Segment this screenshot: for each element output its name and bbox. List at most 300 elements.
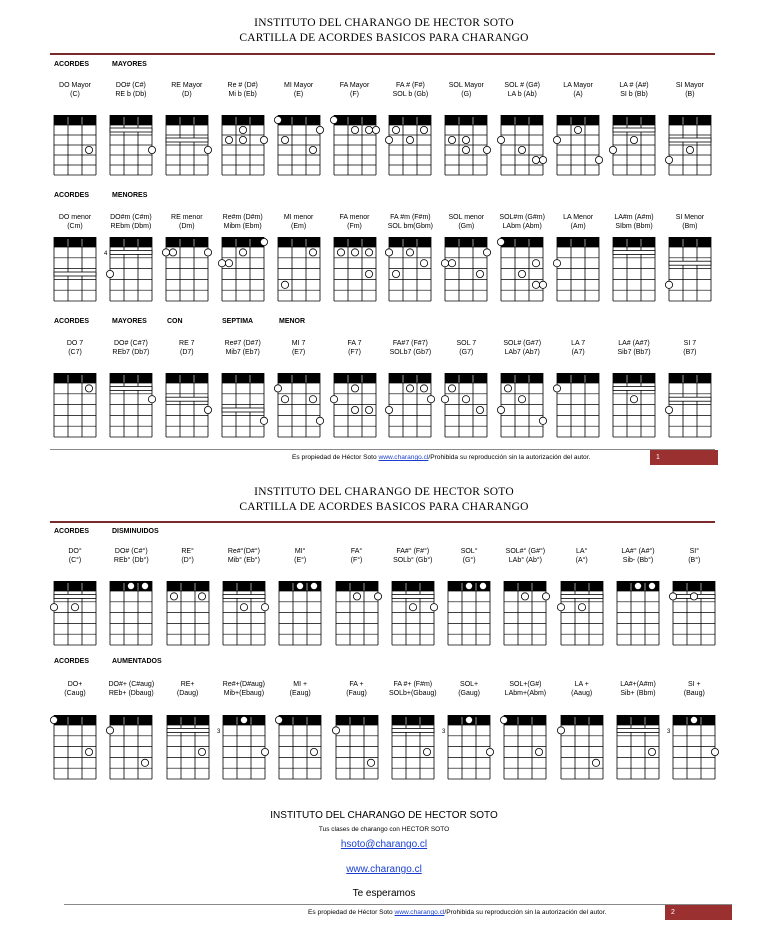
chord-finger-dot xyxy=(106,270,113,277)
chord-nut xyxy=(617,715,659,725)
footer-tail: /Prohibida su reproducción sin la autorización del autor. xyxy=(428,454,591,461)
chord-finger-dot xyxy=(519,146,526,153)
section-label: ACORDES xyxy=(54,528,90,535)
chord-finger-dot xyxy=(316,126,323,133)
section-label: MAYORES xyxy=(112,61,147,68)
chord-name: SOL menor (Gm) xyxy=(448,214,485,230)
chord-finger-dot xyxy=(540,156,547,163)
chord-finger-dot xyxy=(281,136,288,143)
chord-finger-dot xyxy=(240,604,247,611)
chord-barre xyxy=(617,728,659,732)
chord-name: FA + (Faug) xyxy=(346,681,367,697)
chord-diagram xyxy=(382,114,438,180)
chord-name: FA #m (F#m) SOL bm(Gbm) xyxy=(387,214,434,230)
chord-barre xyxy=(110,128,152,132)
chord-finger-dot xyxy=(484,146,491,153)
chord-finger-dot xyxy=(239,249,246,256)
chord-finger-dot xyxy=(274,385,281,392)
chord-nut xyxy=(54,581,96,591)
chord-nut xyxy=(613,373,655,383)
chord-finger-dot xyxy=(351,249,358,256)
page1-title: INSTITUTO DEL CHARANGO DE HECTOR SOTO xyxy=(254,17,514,29)
chord-finger-dot xyxy=(486,748,493,755)
chord-finger-dot xyxy=(281,396,288,403)
chord-finger-dot xyxy=(540,281,547,288)
chord-diagram xyxy=(327,372,383,442)
chord-finger-dot xyxy=(712,748,719,755)
chord-name: MI° (E°) xyxy=(294,548,307,564)
chord-name: LA Mayor (A) xyxy=(563,82,593,98)
chord-nut xyxy=(54,115,96,125)
chord-finger-dot xyxy=(386,249,393,256)
chord-finger-dot xyxy=(665,281,672,288)
footer-link[interactable]: www.charango.cl xyxy=(378,454,429,461)
chord-finger-dot xyxy=(148,396,155,403)
section-label: CON xyxy=(167,318,183,325)
chord-diagram xyxy=(103,580,159,650)
chord-name: RE+ (Daug) xyxy=(176,681,199,697)
chord-barre xyxy=(669,138,711,142)
chord-name: Re#+(D#aug) Mib+(Ebaug) xyxy=(222,681,265,697)
chord-name: MI Mayor (E) xyxy=(284,82,314,98)
chord-nut xyxy=(54,237,96,247)
chord-barre xyxy=(54,272,96,276)
footer-text: Es propiedad de Héctor Soto xyxy=(292,454,377,461)
chord-finger-dot xyxy=(557,604,564,611)
chord-diagram xyxy=(550,236,606,306)
chord-finger-dot xyxy=(609,146,616,153)
chord-finger-dot xyxy=(261,604,268,611)
chord-finger-dot xyxy=(449,260,456,267)
chord-finger-dot xyxy=(630,396,637,403)
chord-finger-dot xyxy=(351,126,358,133)
chord-finger-dot xyxy=(198,748,205,755)
chord-nut xyxy=(223,581,265,591)
chord-fret-number: 3 xyxy=(667,729,671,735)
chord-diagram xyxy=(160,714,216,784)
chord-diagram xyxy=(550,114,606,180)
chord-finger-dot xyxy=(372,126,379,133)
chord-finger-dot xyxy=(162,249,169,256)
chord-finger-dot xyxy=(351,406,358,413)
chord-nut xyxy=(167,715,209,725)
chord-diagram xyxy=(438,372,494,442)
chord-finger-dot xyxy=(107,727,114,734)
chord-diagram xyxy=(47,372,103,442)
closing-title: INSTITUTO DEL CHARANGO DE HECTOR SOTO xyxy=(270,810,498,821)
chord-barre xyxy=(110,250,152,254)
chord-barre xyxy=(669,397,711,401)
chord-finger-dot xyxy=(477,406,484,413)
chord-finger-dot xyxy=(204,406,211,413)
chord-diagram xyxy=(271,236,327,306)
section-label: MENORES xyxy=(112,192,148,199)
chord-finger-dot xyxy=(479,582,486,589)
chord-finger-dot xyxy=(519,270,526,277)
chord-finger-dot xyxy=(553,136,560,143)
chord-nut xyxy=(392,715,434,725)
chord-diagram xyxy=(271,114,327,180)
section-label: DISMINUIDOS xyxy=(112,528,159,535)
chord-name: SOL+(G#) LAbm+(Abm) xyxy=(504,681,547,697)
chord-nut xyxy=(504,715,546,725)
chord-nut xyxy=(501,237,543,247)
chord-nut xyxy=(561,715,603,725)
chord-finger-dot xyxy=(365,406,372,413)
chord-nut xyxy=(222,115,264,125)
chord-finger-dot xyxy=(578,604,585,611)
chord-diagram xyxy=(47,580,103,650)
chord-name: DO#m (C#m) REbm (Dbm) xyxy=(110,214,152,230)
chord-finger-dot xyxy=(309,396,316,403)
chord-nut xyxy=(110,715,152,725)
chord-name: SOL#° (G#°) LAb° (Ab°) xyxy=(505,548,546,564)
page2-title: INSTITUTO DEL CHARANGO DE HECTOR SOTO xyxy=(254,486,514,498)
chord-nut xyxy=(167,581,209,591)
chord-finger-dot xyxy=(465,716,472,723)
chord-finger-dot xyxy=(50,716,57,723)
chord-finger-dot xyxy=(365,126,372,133)
chord-name: FA #+ (F#m) SOLb+(Gbaug) xyxy=(388,681,437,697)
chord-finger-dot xyxy=(276,716,283,723)
chord-diagram xyxy=(272,580,328,650)
chord-finger-dot xyxy=(409,604,416,611)
chord-finger-dot xyxy=(423,748,430,755)
chord-name: FA # (F#) SOL b (Gb) xyxy=(392,82,429,98)
chord-finger-dot xyxy=(498,406,505,413)
chord-diagram xyxy=(103,114,159,180)
chord-barre xyxy=(613,250,655,254)
section-label: ACORDES xyxy=(54,318,90,325)
chord-diagram xyxy=(494,236,550,306)
chord-finger-dot xyxy=(505,385,512,392)
chord-diagram xyxy=(160,580,216,650)
closing-email-link[interactable]: hsoto@charango.cl xyxy=(340,839,428,850)
closing-subtitle: Tus clases de charango con HECTOR SOTO xyxy=(318,826,450,833)
chord-nut xyxy=(669,237,711,247)
chord-name: MI menor (Em) xyxy=(283,214,314,230)
closing-website-link[interactable]: www.charango.cl xyxy=(346,864,422,875)
chord-name: DO menor (Cm) xyxy=(58,214,92,230)
chord-finger-dot xyxy=(463,396,470,403)
chord-diagram xyxy=(662,236,718,306)
chord-diagram xyxy=(215,372,271,442)
chord-name: FA menor (Fm) xyxy=(339,214,370,230)
chord-diagram xyxy=(666,714,722,784)
page1-subtitle: CARTILLA DE ACORDES BASICOS PARA CHARANGO xyxy=(239,32,529,44)
chord-finger-dot xyxy=(665,156,672,163)
chord-name: RE menor (Dm) xyxy=(171,214,203,230)
chord-name: DO+ (Caug) xyxy=(64,681,86,697)
chord-name: LA# (A#7) Sib7 (Bb7) xyxy=(617,340,651,356)
footer-link[interactable]: www.charango.cl xyxy=(394,909,445,916)
section-label: ACORDES xyxy=(54,192,90,199)
chord-nut xyxy=(336,581,378,591)
chord-nut xyxy=(561,581,603,591)
chord-finger-dot xyxy=(519,396,526,403)
chord-nut xyxy=(389,373,431,383)
chord-diagram xyxy=(550,372,606,442)
chord-nut xyxy=(166,115,208,125)
chord-nut xyxy=(222,373,264,383)
chord-finger-dot xyxy=(374,593,381,600)
chord-diagram xyxy=(329,580,385,650)
chord-diagram xyxy=(215,236,271,306)
chord-barre xyxy=(392,728,434,732)
chord-name: LA 7 (A7) xyxy=(571,340,586,356)
section-label: MAYORES xyxy=(112,318,147,325)
chord-diagram xyxy=(215,114,271,180)
chord-finger-dot xyxy=(553,385,560,392)
chord-diagram xyxy=(666,580,722,650)
chord-name: SI Mayor (B) xyxy=(675,82,704,98)
chord-name: Re#°(D#°) Mib° (Eb°) xyxy=(227,548,260,564)
chord-finger-dot xyxy=(442,260,449,267)
chord-finger-dot xyxy=(691,716,698,723)
chord-finger-dot xyxy=(630,136,637,143)
chord-finger-dot xyxy=(351,385,358,392)
chord-diagram xyxy=(606,372,662,442)
chord-diagram xyxy=(327,236,383,306)
chord-name: SOL 7 (G7) xyxy=(456,340,477,356)
chord-finger-dot xyxy=(260,417,267,424)
chord-finger-dot xyxy=(595,156,602,163)
chord-diagram xyxy=(554,580,610,650)
chord-finger-dot xyxy=(71,604,78,611)
chord-finger-dot xyxy=(463,136,470,143)
chord-diagram xyxy=(103,236,159,306)
page1-footer-line xyxy=(50,449,715,450)
chord-diagram xyxy=(159,372,215,442)
chord-finger-dot xyxy=(648,582,655,589)
chord-finger-dot xyxy=(170,593,177,600)
chord-finger-dot xyxy=(332,727,339,734)
chord-barre xyxy=(222,408,264,412)
chord-nut xyxy=(389,115,431,125)
chord-nut xyxy=(336,715,378,725)
chord-diagram xyxy=(216,580,272,650)
chord-name: DO° (C°) xyxy=(68,548,82,564)
chord-finger-dot xyxy=(393,126,400,133)
chord-barre xyxy=(110,386,152,390)
chord-finger-dot xyxy=(353,593,360,600)
chord-diagram xyxy=(438,114,494,180)
chord-name: Re # (D#) Mi b (Eb) xyxy=(227,82,258,98)
chord-finger-dot xyxy=(522,593,529,600)
chord-diagram xyxy=(497,580,553,650)
chord-finger-dot xyxy=(316,417,323,424)
chord-diagram xyxy=(382,372,438,442)
chord-finger-dot xyxy=(274,116,281,123)
chord-finger-dot xyxy=(198,593,205,600)
chord-diagram xyxy=(103,714,159,784)
chord-nut xyxy=(222,237,264,247)
chord-finger-dot xyxy=(281,281,288,288)
page1-title-rule xyxy=(50,53,715,55)
chord-barre xyxy=(669,261,711,265)
chord-finger-dot xyxy=(225,136,232,143)
chord-diagram xyxy=(441,580,497,650)
chord-nut xyxy=(334,115,376,125)
chord-diagram xyxy=(47,714,103,784)
chord-finger-dot xyxy=(365,249,372,256)
chord-nut xyxy=(669,373,711,383)
chord-finger-dot xyxy=(449,136,456,143)
chord-nut xyxy=(278,115,320,125)
chord-name: FA 7 (F7) xyxy=(347,340,362,356)
chord-nut xyxy=(557,115,599,125)
chord-diagram xyxy=(382,236,438,306)
chord-finger-dot xyxy=(421,126,428,133)
chord-name: SOL # (G#) LA b (Ab) xyxy=(504,82,540,98)
chord-finger-dot xyxy=(498,238,505,245)
chord-finger-dot xyxy=(421,385,428,392)
chord-finger-dot xyxy=(691,593,698,600)
chord-nut xyxy=(669,115,711,125)
chord-finger-dot xyxy=(85,385,92,392)
chord-name: LA # (A#) SI b (Bb) xyxy=(619,82,649,98)
footer-tail: /Prohibida su reproducción sin la autorización del autor. xyxy=(444,909,607,916)
chord-finger-dot xyxy=(204,146,211,153)
chord-finger-dot xyxy=(553,260,560,267)
chord-finger-dot xyxy=(337,249,344,256)
chord-nut xyxy=(278,373,320,383)
chord-nut xyxy=(613,237,655,247)
chord-diagram xyxy=(329,714,385,784)
chord-name: SOL#m (G#m) LAbm (Abm) xyxy=(499,214,545,230)
chord-diagram xyxy=(606,114,662,180)
closing-farewell: Te esperamos xyxy=(352,888,416,899)
chord-diagram xyxy=(385,714,441,784)
chord-finger-dot xyxy=(225,260,232,267)
chord-nut xyxy=(334,373,376,383)
chord-finger-dot xyxy=(330,116,337,123)
chord-barre xyxy=(613,386,655,390)
chord-diagram xyxy=(662,372,718,442)
chord-finger-dot xyxy=(218,260,225,267)
chord-name: DO# (C#) RE b (Db) xyxy=(115,82,147,98)
chord-finger-dot xyxy=(386,136,393,143)
chord-name: SOL Mayor (G) xyxy=(448,82,484,98)
chord-diagram xyxy=(47,236,103,306)
chord-barre xyxy=(54,594,96,598)
chord-finger-dot xyxy=(365,270,372,277)
chord-finger-dot xyxy=(665,406,672,413)
chord-finger-dot xyxy=(142,759,149,766)
chord-name: SI + (Baug) xyxy=(683,681,705,697)
chord-finger-dot xyxy=(465,582,472,589)
chord-name: LA Menor (Am) xyxy=(563,214,594,230)
chord-fret-number: 3 xyxy=(442,729,446,735)
chord-nut xyxy=(504,581,546,591)
chord-nut xyxy=(673,581,715,591)
chord-name: DO Mayor (C) xyxy=(59,82,91,98)
chord-name: FA#7 (F#7) SOLb7 (Gb7) xyxy=(389,340,432,356)
chord-nut xyxy=(110,115,152,125)
chord-finger-dot xyxy=(592,759,599,766)
chord-name: SOL# (G#7) LAb7 (Ab7) xyxy=(503,340,542,356)
chord-diagram xyxy=(159,114,215,180)
chord-name: SI° (B°) xyxy=(688,548,701,564)
chord-diagram xyxy=(47,114,103,180)
chord-finger-dot xyxy=(484,249,491,256)
chord-finger-dot xyxy=(540,417,547,424)
chord-finger-dot xyxy=(533,281,540,288)
chord-name: FA#° (F#°) SOLb° (Gb°) xyxy=(393,548,433,564)
chord-nut xyxy=(166,237,208,247)
chord-finger-dot xyxy=(85,146,92,153)
chord-barre xyxy=(166,397,208,401)
chord-name: DO 7 (C7) xyxy=(66,340,84,356)
chord-finger-dot xyxy=(311,748,318,755)
chord-finger-dot xyxy=(574,126,581,133)
chord-nut xyxy=(110,373,152,383)
chord-finger-dot xyxy=(498,136,505,143)
chord-finger-dot xyxy=(442,396,449,403)
chord-diagram xyxy=(441,714,497,784)
chord-barre xyxy=(613,128,655,132)
chord-name: LA#m (A#m) SIbm (Bbm) xyxy=(614,214,654,230)
chord-diagram xyxy=(216,714,272,784)
chord-finger-dot xyxy=(428,396,435,403)
chord-finger-dot xyxy=(449,385,456,392)
chord-barre xyxy=(167,728,209,732)
chord-diagram xyxy=(662,114,718,180)
chord-finger-dot xyxy=(407,385,414,392)
page2-number: 2 xyxy=(665,905,732,920)
chord-name: DO# (C#7) REb7 (Db7) xyxy=(112,340,150,356)
chord-nut xyxy=(278,237,320,247)
chord-nut xyxy=(613,115,655,125)
chord-finger-dot xyxy=(261,748,268,755)
chord-finger-dot xyxy=(648,748,655,755)
chord-diagram xyxy=(385,580,441,650)
chord-name: RE Mayor (D) xyxy=(171,82,203,98)
chord-finger-dot xyxy=(85,748,92,755)
chord-name: SOL° (G°) xyxy=(460,548,478,564)
chord-nut xyxy=(334,237,376,247)
chord-name: Re#m (D#m) Mibm (Ebm) xyxy=(222,214,263,230)
chord-finger-dot xyxy=(536,748,543,755)
footer-text: Es propiedad de Héctor Soto xyxy=(308,909,393,916)
chord-nut xyxy=(110,237,152,247)
chord-finger-dot xyxy=(501,716,508,723)
chord-finger-dot xyxy=(311,582,318,589)
chord-nut xyxy=(392,581,434,591)
chord-diagram xyxy=(159,236,215,306)
chord-finger-dot xyxy=(260,136,267,143)
chord-diagram xyxy=(497,714,553,784)
chord-finger-dot xyxy=(204,249,211,256)
chord-diagram xyxy=(327,114,383,180)
chord-name: RE 7 (D7) xyxy=(179,340,195,356)
page1-number: 1 xyxy=(650,450,718,465)
page2-footer xyxy=(308,909,606,916)
chord-barre xyxy=(392,594,434,598)
chord-finger-dot xyxy=(128,582,135,589)
chord-finger-dot xyxy=(386,406,393,413)
chord-finger-dot xyxy=(297,582,304,589)
chord-finger-dot xyxy=(169,249,176,256)
chord-diagram xyxy=(271,372,327,442)
chord-diagram xyxy=(494,114,550,180)
chord-finger-dot xyxy=(533,156,540,163)
chord-barre xyxy=(166,138,208,142)
chord-nut xyxy=(54,715,96,725)
chord-finger-dot xyxy=(240,716,247,723)
section-label: AUMENTADOS xyxy=(112,658,162,665)
chord-barre xyxy=(561,594,603,598)
